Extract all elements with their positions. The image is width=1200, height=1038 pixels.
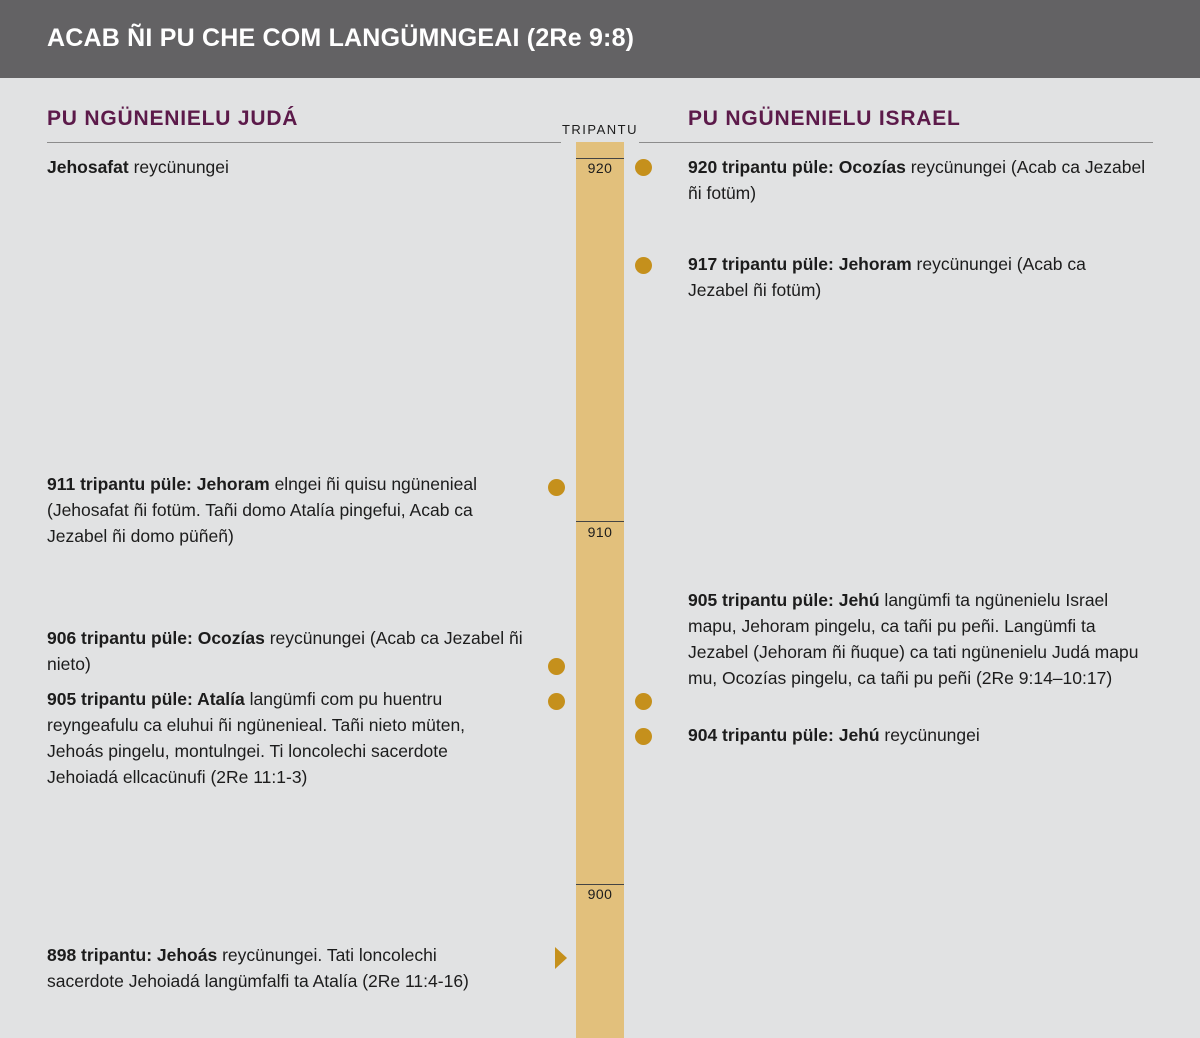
israel-column-divider: [639, 142, 1153, 143]
juda-event-905-text: langümfi com pu huentru reyngeafulu ca eluhui ñi ngünenieal. Tañi nieto müten, Jehoás pingelu, montulngei. Ti loncolechi sacerdote Jehoiadá ellcacünufi (2Re 11:1-3): [47, 689, 466, 787]
juda-event-jehosafat-name: Jehosafat: [47, 157, 129, 177]
juda-marker-905: [548, 693, 565, 710]
juda-event-911-heading: 911 tripantu püle: Jehoram: [47, 474, 270, 494]
page-title: ACAB ÑI PU CHE COM LANGÜMNGEAI (2Re 9:8): [47, 24, 635, 52]
timeline-bar: [576, 142, 624, 1038]
israel-event-905-text: langümfi ta ngünenielu Israel mapu, Jehoram pingelu, ca tañi pu peñi. Langümfi ta Jezabel (Jehoram ñi ñuque) ca tati ngünenielu Judá mapu mu, Ocozías pingelu, ca tañi pu peñi (2Re 9:14–10:17): [688, 590, 1139, 688]
tick-line-900: [576, 884, 624, 885]
juda-event-911-text: elngei ñi quisu ngünenieal (Jehosafat ñi fotüm. Tañi domo Atalía pingefui, Acab ca Jezabel ñi domo püñeñ): [47, 474, 477, 546]
israel-event-917: [688, 251, 1148, 303]
israel-marker-917: [635, 257, 652, 274]
israel-event-917-text: reycünungei (Acab ca Jezabel ñi fotüm): [688, 254, 1086, 300]
israel-event-905: [688, 587, 1143, 691]
tick-label-910: 910: [587, 524, 613, 540]
israel-event-905-heading: 905 tripantu püle: Jehú: [688, 590, 880, 610]
israel-event-917-heading: 917 tripantu püle: Jehoram: [688, 254, 912, 274]
header-bar: [0, 0, 1200, 78]
juda-event-905: [47, 686, 502, 790]
israel-event-904-heading: 904 tripantu püle: Jehú: [688, 725, 880, 745]
tick-label-900: 900: [587, 886, 613, 902]
timeline-axis-label: TRIPANTU: [561, 122, 639, 137]
tick-line-920: [576, 158, 624, 159]
juda-event-911: [47, 471, 497, 549]
israel-event-920-text: reycünungei (Acab ca Jezabel ñi fotüm): [688, 157, 1146, 203]
israel-marker-920: [635, 159, 652, 176]
juda-marker-906: [548, 658, 565, 675]
juda-event-906-heading: 906 tripantu püle: Ocozías: [47, 628, 265, 648]
israel-event-920: [688, 154, 1148, 206]
israel-marker-904: [635, 728, 652, 745]
israel-event-904: [688, 722, 1148, 748]
juda-column-divider: [47, 142, 561, 143]
juda-event-898: [47, 942, 507, 994]
tick-line-910: [576, 521, 624, 522]
juda-marker-898-arrow: [555, 947, 567, 969]
juda-event-905-heading: 905 tripantu püle: Atalía: [47, 689, 245, 709]
israel-event-904-text: reycünungei: [879, 725, 980, 745]
juda-marker-911: [548, 479, 565, 496]
israel-marker-905: [635, 693, 652, 710]
juda-event-906: [47, 625, 537, 677]
juda-column-title: PU NGÜNENIELU JUDÁ: [47, 107, 299, 130]
juda-event-jehosafat-text: reycünungei: [128, 157, 229, 177]
juda-event-906-text: reycünungei (Acab ca Jezabel ñi nieto): [47, 628, 523, 674]
juda-event-898-heading: 898 tripantu: Jehoás: [47, 945, 218, 965]
israel-event-920-heading: 920 tripantu püle: Ocozías: [688, 157, 906, 177]
tick-label-920: 920: [587, 160, 613, 176]
juda-event-898-text: reycünungei. Tati loncolechi sacerdote Jehoiadá langümfalfi ta Atalía (2Re 11:4-16): [47, 945, 469, 991]
israel-column-title: PU NGÜNENIELU ISRAEL: [688, 107, 961, 130]
juda-event-jehosafat: [47, 154, 537, 180]
